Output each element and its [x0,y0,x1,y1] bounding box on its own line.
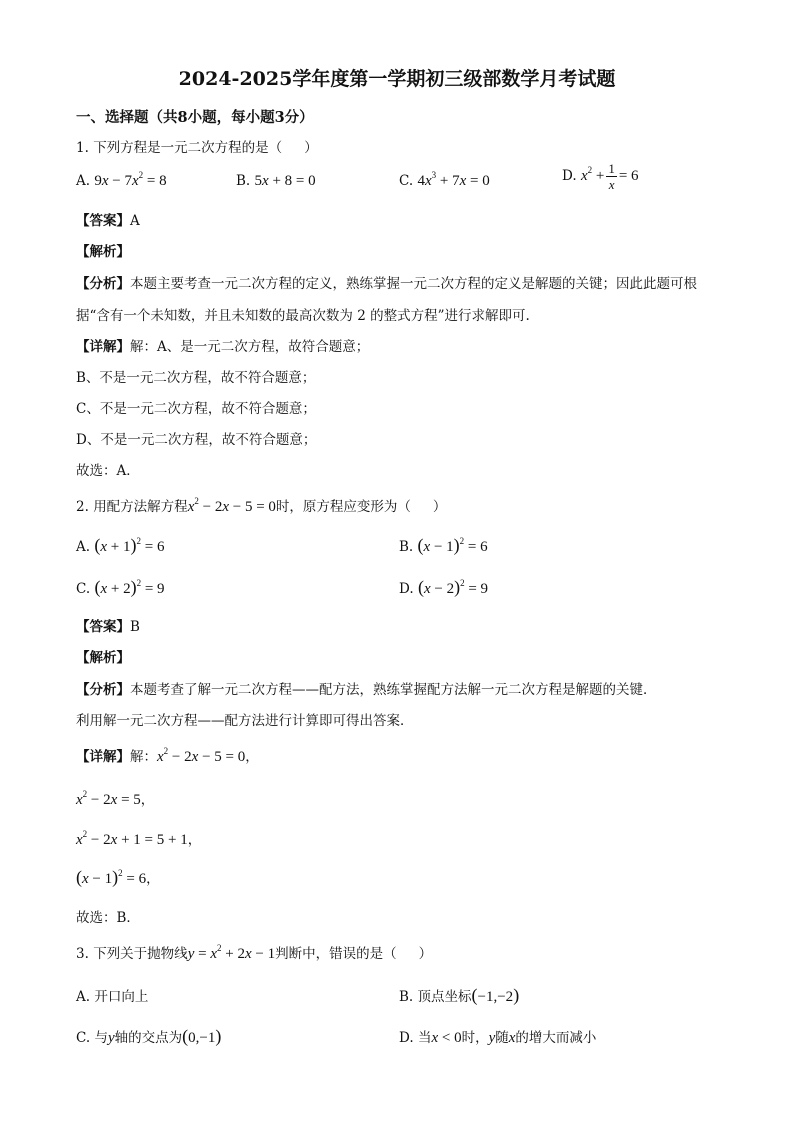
page-title: 2024-2025学年度第一学期初三级部数学月考试题 [178,68,616,90]
question-number: 1. [76,140,89,156]
q1-option-a: A. $9x - 7x^2 = 8$ [76,170,167,189]
q2-detail-line-1: 【详解】解：$x^2 - 2x - 5 = 0$， [76,746,259,765]
q1-option-d: D. $x^2$ + $\frac{1}{x}$ = 6 [562,161,639,192]
q3-option-d: D. 当x < 0时，y随x的增大而减小 [399,1030,597,1046]
q3-parabola: $y = x^2 + 2x - 1$ [187,943,276,962]
q1-option-b: B. 5x + 8 = 0 [236,173,316,189]
q1-fenxi-line-2: 据“含有一个未知数，并且未知数的最高次数为 2 的整式方程”进行求解即可. [76,308,530,324]
q2-option-d: D. $(x - 2)^2 = 9$ [399,577,489,597]
question-number: 3. [76,946,89,962]
q2-step-2: $x^2 - 2x + 1 = 5 + 1$， [76,829,202,848]
q1-answer: 【答案】A [76,213,140,229]
q2-fenxi-line-2: 利用解一元二次方程——配方法进行计算即可得出答案． [76,713,414,729]
section-heading: 一、选择题（共8小题，每小题3分） [76,109,314,126]
q1-option-b-formula: 5x + 8 = 0 [254,173,316,189]
q3-option-c: C. 与y轴的交点为(0,−1) [76,1026,222,1046]
q2-equation: $x^2 - 2x - 5 = 0$ [187,496,276,515]
q1-option-a-formula: $9x - 7x^2 = 8$ [94,170,167,189]
q1-detail-line-2: B、不是一元二次方程，故不符合题意； [76,370,316,386]
q2-option-a: A. $(x + 1)^2 = 6$ [76,535,165,555]
q2-step-3: $(x - 1)^2 = 6$， [76,867,160,887]
q1-detail-line-4: D、不是一元二次方程，故不符合题意； [76,432,317,448]
q3-option-b: B. 顶点坐标(−1,−2) [399,985,520,1005]
q1-detail-line-3: C、不是一元二次方程，故不符合题意； [76,401,316,417]
q2-choice: 故选：B． [76,910,140,926]
q1-choice: 故选：A． [76,463,140,479]
q2-option-d-formula: $(x - 2)^2 = 9$ [417,577,489,597]
q1-option-c-formula: $4x^3 + 7x = 0$ [417,170,490,189]
q1-analysis-heading: 【解析】 [76,244,130,260]
q1-detail-line-1: 【详解】解：A、是一元二次方程，故符合题意； [76,339,370,355]
question-number: 2. [76,499,89,515]
q2-answer: 【答案】B [76,619,140,635]
q2-option-a-formula: $(x + 1)^2 = 6$ [94,535,165,555]
question-3-stem: 3. 下列关于抛物线$y = x^2 + 2x - 1$判断中，错误的是（ ） [76,943,433,962]
q2-option-b: B. $(x - 1)^2 = 6$ [399,535,488,555]
q2-analysis-heading: 【解析】 [76,650,130,666]
q1-option-c: C. $4x^3 + 7x = 0$ [399,170,490,189]
q3-option-a: A. 开口向上 [76,989,149,1005]
question-1-stem: 1. 下列方程是一元二次方程的是（ ） [76,140,318,156]
question-2-stem: 2. 用配方法解方程$x^2 - 2x - 5 = 0$时，原方程应变形为（ ） [76,496,447,515]
q2-option-c-formula: $(x + 2)^2 = 9$ [94,577,165,597]
q1-fenxi-line-1: 【分析】本题主要考查一元二次方程的定义，熟练掌握一元二次方程的定义是解题的关键；因此此题可根 [76,276,697,292]
q2-option-b-formula: $(x - 1)^2 = 6$ [417,535,488,555]
q1-option-d-formula: $x^2$ + $\frac{1}{x}$ = 6 [580,161,639,192]
q2-step-1: $x^2 - 2x = 5$， [76,789,155,808]
q2-fenxi-line-1: 【分析】本题考查了解一元二次方程——配方法，熟练掌握配方法解一元二次方程是解题的关键． [76,682,657,698]
q2-option-c: C. $(x + 2)^2 = 9$ [76,577,165,597]
